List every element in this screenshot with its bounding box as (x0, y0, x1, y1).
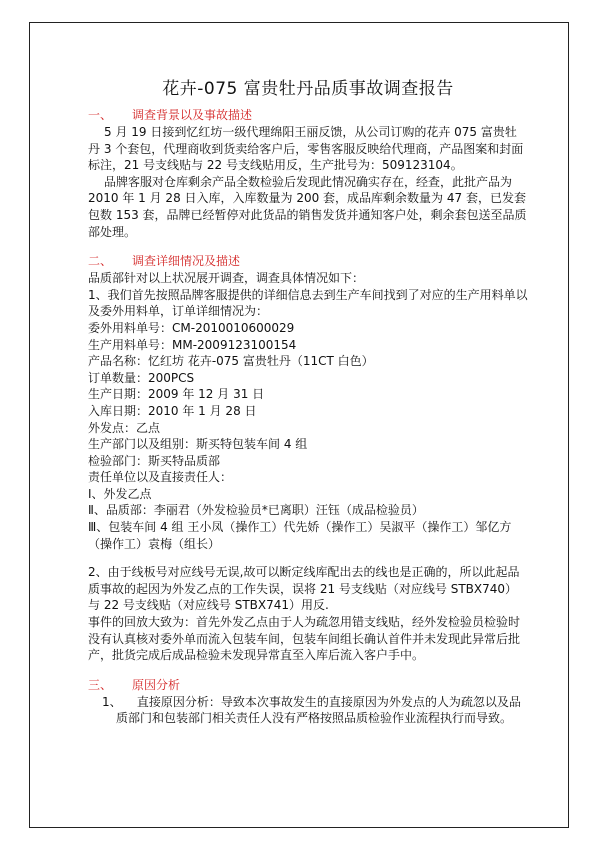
section-3-paragraph-1: 1、 直接原因分析：导致本次事故发生的直接原因为外发点的人为疏忽以及品质部门和包装部门相关责任人没有严格按照品质检验作业流程执行而导致。 (102, 694, 521, 726)
section-heading-2 (88, 252, 528, 270)
order-detail-line: 检验部门：斯买特品质部 (88, 453, 221, 468)
order-detail-line: 生产部门以及组别：斯买特包装车间 4 组 (88, 437, 308, 452)
section-number-2: 二、 (88, 254, 113, 269)
responsible-party-line: Ⅲ、包装车间 4 组 王小凤（操作工）代先娇（操作工）吴淑平（操作工）邹亿方（操作工）袁梅（组长） (88, 520, 512, 551)
section-1-paragraph-1: 5 月 19 日接到忆红坊一级代理绵阳王丽反馈，从公司订购的花卉 075 富贵牡丹 3 个套包，代理商收到货卖给客户后，零售客服反映给代理商，产品图案和封面标注，21 号支线贴与 22 号支线贴用反，生产批号为：509123104。 (88, 125, 524, 173)
section-number-3: 三、 (88, 677, 113, 692)
order-detail-line: 外发点：乙点 (88, 420, 161, 435)
section-number-1: 一、 (88, 108, 113, 122)
section-heading-1 (88, 106, 528, 124)
order-detail-line: 责任单位以及直接责任人： (88, 470, 233, 485)
order-detail-line: 订单数量：200PCS (88, 370, 195, 385)
section-2-paragraph-3: 事件的回放大致为：首先外发乙点由于人为疏忽用错支线贴，经外发检验员检验时没有认真核对委外单而流入包装车间，包装车间组长确认首件并未发现此异常后批产，批货完成后成品检验未发现异常直至入库后流入客户手中。 (88, 615, 521, 663)
section-title-3: 原因分析 (132, 677, 181, 692)
section-2-intro: 品质部针对以上状况展开调查，调查具体情况如下： (88, 271, 365, 286)
order-detail-line: 生产日期：2009 年 12 月 31 日 (88, 387, 265, 402)
responsible-party-line: Ⅰ、外发乙点 (88, 486, 152, 501)
section-2-paragraph-2: 2、由于线板号对应线号无误,故可以断定线库配出去的线也是正确的，所以此起品质事故的起因为外发乙点的工作失误，误将 21 号支线贴（对应线号 STBX740）与 22 号支线贴（对应线号 STBX741）用反. (88, 565, 520, 613)
section-heading-3 (88, 676, 528, 694)
order-detail-line: 委外用料单号：CM-2010010600029 (88, 320, 295, 335)
section-title-2: 调查详细情况及描述 (132, 254, 241, 269)
section-1-paragraph-2: 品牌客服对仓库剩余产品全数检验后发现此情况确实存在，经查，此批产品为 2010 年 1 月 28 日入库，入库数量为 200 套，成品库剩余数量为 47 套，已发套包数 153 套，品牌已经暂停对此货品的销售发货并通知客户处，剩余套包送至品质部处理。 (88, 174, 527, 239)
order-detail-line: 产品名称：忆红坊 花卉-075 富贵牡丹（11CT 白色） (88, 354, 374, 369)
page-title: 花卉-075 富贵牡丹品质事故调查报告 (162, 79, 454, 99)
responsible-party-line: Ⅱ、品质部：李丽君（外发检验员*已离职）汪钰（成品检验员） (88, 503, 424, 518)
order-detail-line: 生产用料单号：MM-2009123100154 (88, 337, 297, 352)
order-detail-line: 入库日期：2010 年 1 月 28 日 (88, 403, 257, 418)
section-2-paragraph-1: 1、我们首先按照品牌客服提供的详细信息去到生产车间找到了对应的生产用料单以及委外用料单，订单详细情况为： (88, 287, 528, 319)
section-title-1: 调查背景以及事故描述 (132, 108, 253, 122)
document-body (88, 78, 528, 727)
